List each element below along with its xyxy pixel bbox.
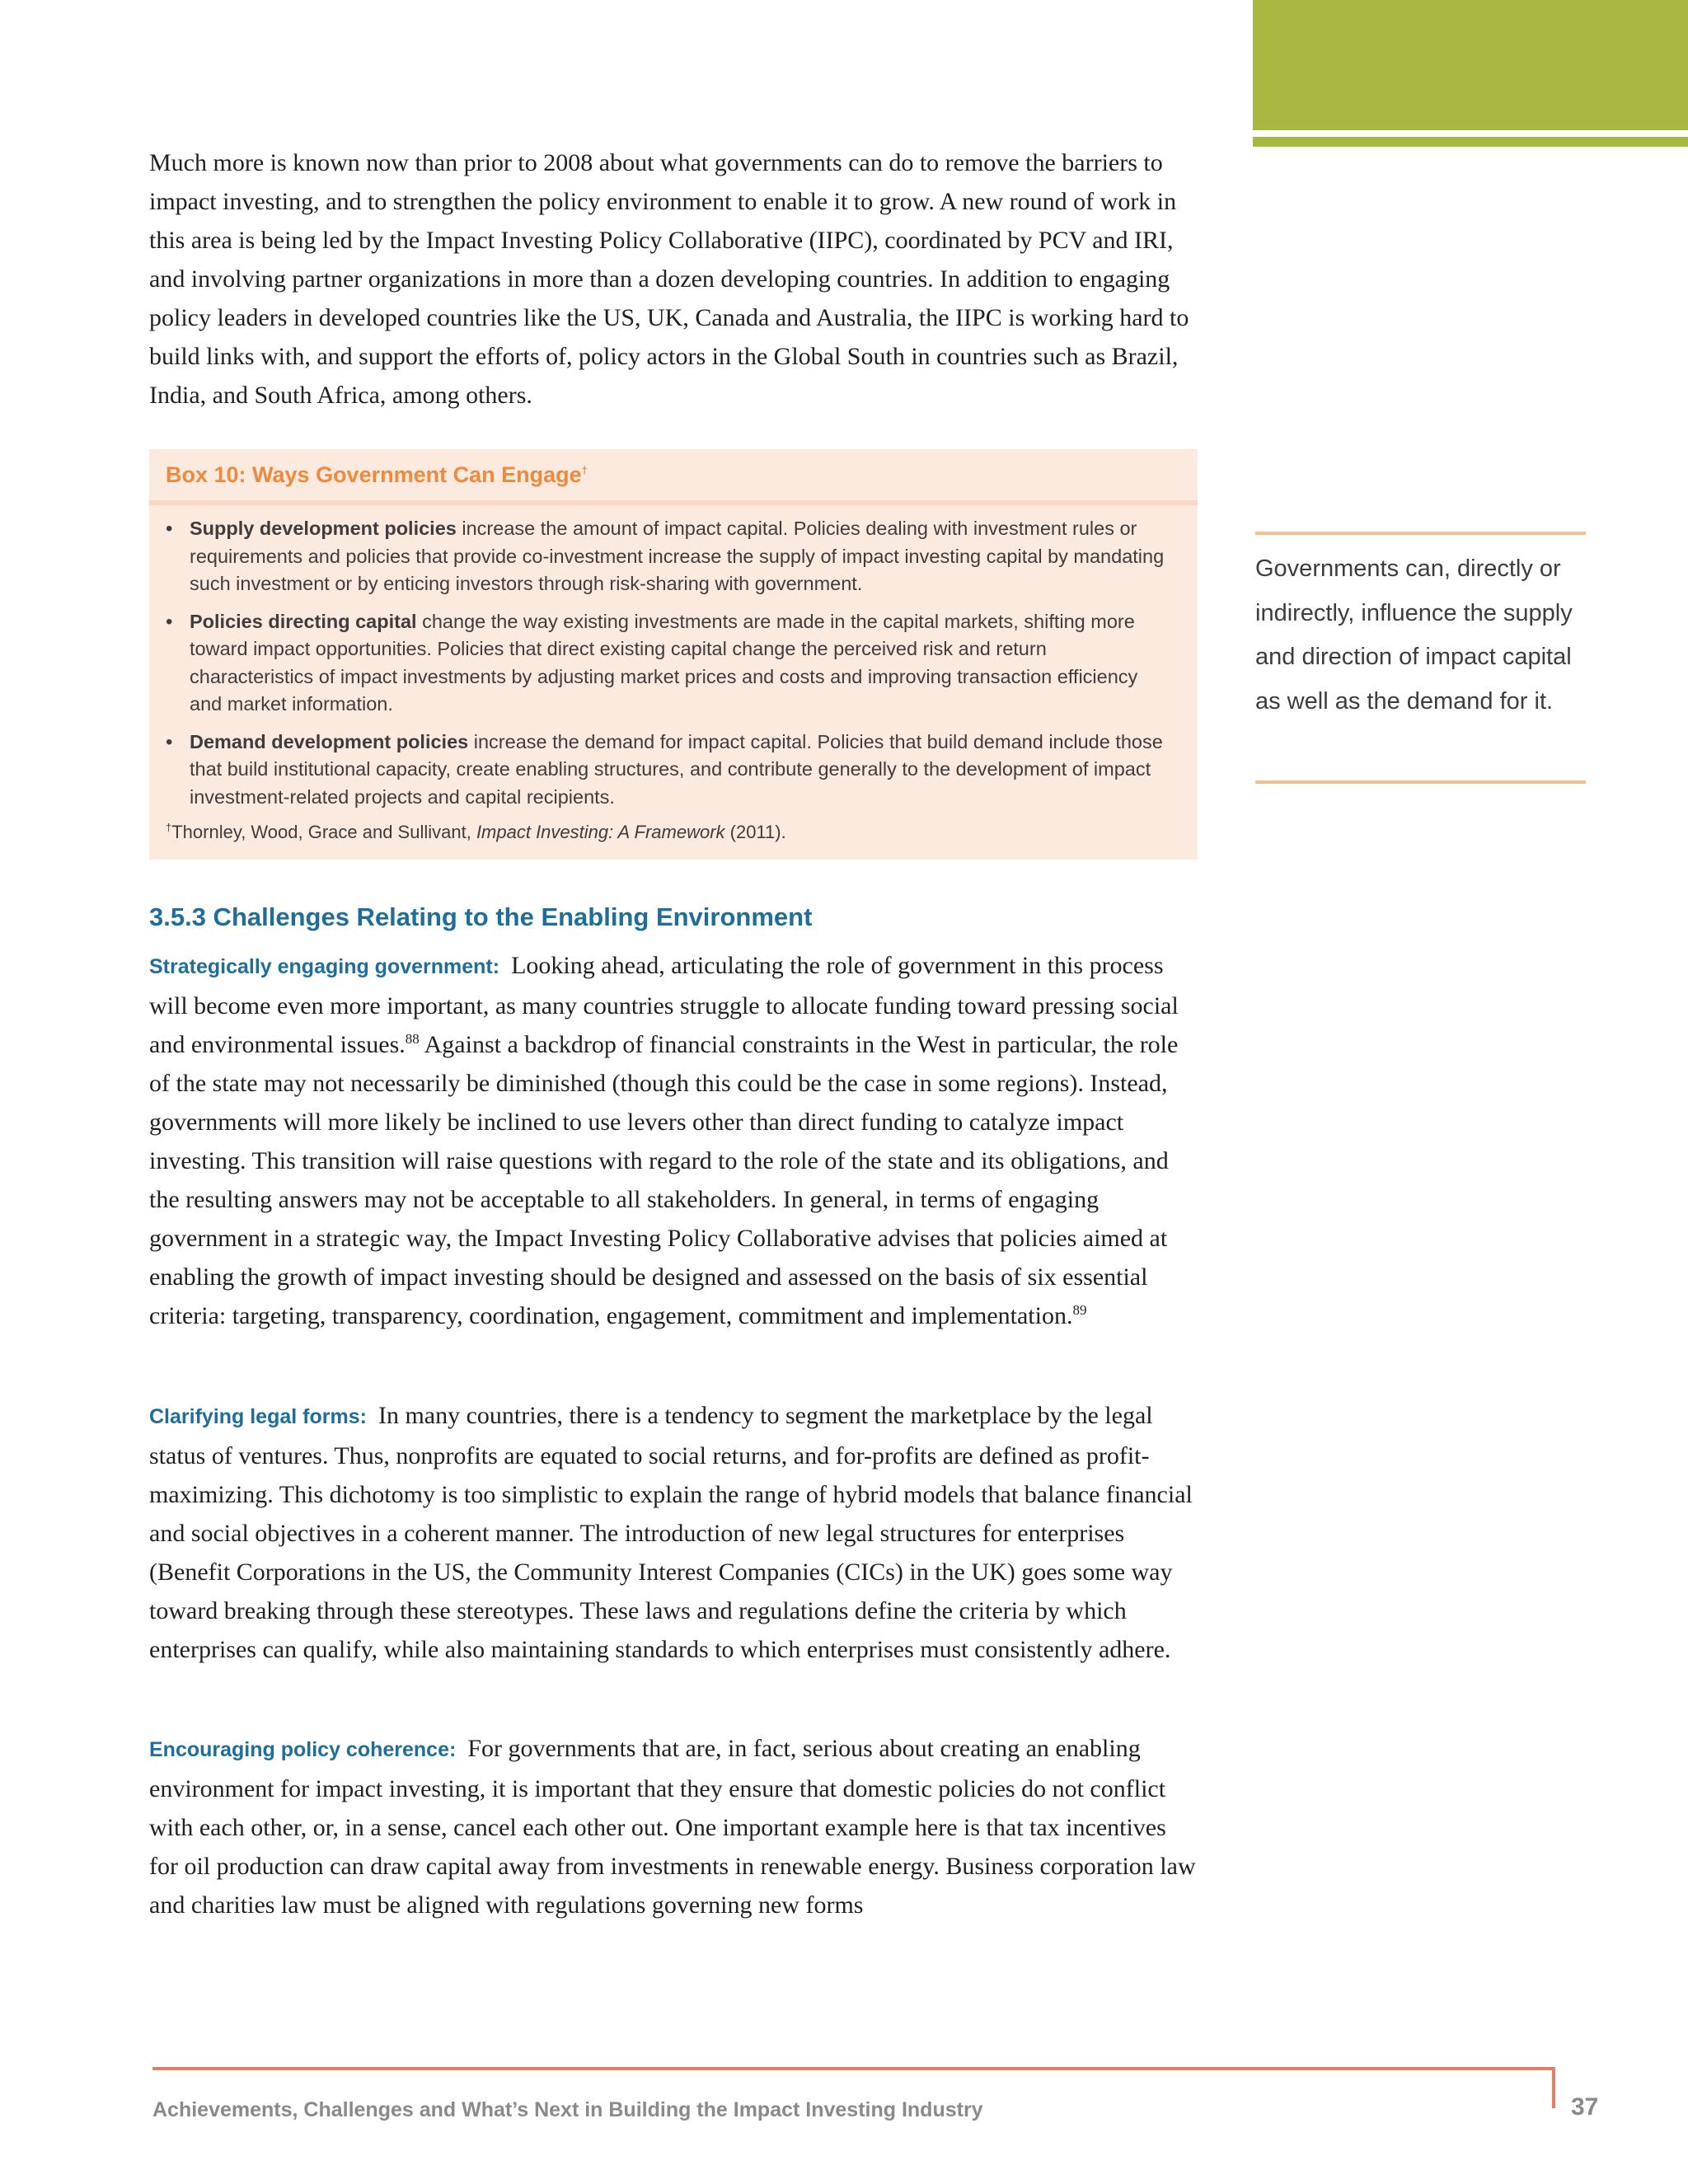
corner-color-block bbox=[1253, 0, 1688, 130]
pullquote-bottom-rule bbox=[1255, 780, 1586, 784]
bullet-icon: • bbox=[166, 610, 173, 633]
box-title-mark: † bbox=[581, 464, 588, 476]
list-item-text: increase the amount of impact capital. Policies dealing with investment rules or requirements and policies that provide co-investment increase the supply of impact investing capital by mandating such investment or by enticing investors through risk-sharing with government. bbox=[190, 518, 1165, 594]
footer-rule bbox=[152, 2067, 1555, 2070]
list-item bbox=[166, 515, 1171, 598]
footnote-ref: 88 bbox=[405, 1031, 420, 1047]
list-item-term: Policies directing capital bbox=[190, 610, 417, 632]
list-item-text: change the way existing investments are made in the capital markets, shifting more toward impact opportunities. Policies that direct existing capital change the perceived risk and return characteristics of impact investments by adjusting market prices and costs and improving transaction efficiency and market information. bbox=[190, 610, 1138, 715]
list-item bbox=[166, 608, 1171, 719]
list-item-text: increase the demand for impact capital. Policies that build demand include those that build institutional capacity, create enabling structures, and contribute generally to the development of impact investment-related projects and capital recipients. bbox=[190, 730, 1163, 808]
intro-text: Much more is known now than prior to 2008 about what governments can do to remove the barriers to impact investing, and to strengthen the policy environment to enable it to grow. A new round of work in this area is being led by the Impact Investing Policy Collaborative (IIPC), coordinated by PCV and IRI, and involving partner organizations in more than a dozen developing countries. In addition to engaging policy leaders in developed countries like the US, UK, Canada and Australia, the IIPC is working hard to build links with, and support the efforts of, policy actors in the Global South in countries such as Brazil, India, and South Africa, among others. bbox=[149, 149, 1189, 409]
bullet-icon: • bbox=[166, 730, 173, 753]
paragraph-lead: Encouraging policy coherence: bbox=[149, 1738, 457, 1761]
paragraph-encouraging-policy-coherence: Encouraging policy coherence: For governments that are, in fact, serious about creating an enabling environment for impact investing, it is important that they ensure that domestic policies do not conflict with each other, or, in a sense, cancel each other out. One important example here is that tax incentives for oil production can draw capital away from investments in renewable energy. Business corporation law and charities law must be aligned with regulations governing new forms bbox=[149, 1735, 1196, 1919]
list-item-term: Supply development policies bbox=[190, 518, 457, 539]
intro-paragraph bbox=[149, 143, 1196, 415]
page-number: 37 bbox=[1571, 2093, 1599, 2121]
pullquote: Governments can, directly or indirectly, influence the supply and direction of impact capital as well as the demand for it. bbox=[1255, 555, 1573, 715]
section-heading: 3.5.3 Challenges Relating to the Enabling Environment bbox=[149, 902, 813, 931]
footnote-ref: 89 bbox=[1072, 1302, 1087, 1318]
paragraph-clarifying-legal-forms: Clarifying legal forms: In many countries, there is a tendency to segment the marketplace by the legal status of ventures. Thus, nonprofits are equated to social returns, and for-profits are defined as profit-maximizing. This dichotomy is too simplistic to explain the range of hybrid models that balance financial and social objectives in a coherent manner. The introduction of new legal structures for enterprises (Benefit Corporations in the US, the Community Interest Companies (CICs) in the UK) goes some way toward breaking through these stereotypes. These laws and regulations define the criteria by which enterprises can qualify, while also maintaining standards to which enterprises must consistently adhere. bbox=[149, 1402, 1193, 1663]
footer-rule-tick bbox=[1552, 2067, 1555, 2108]
box-footnote: †Thornley, Wood, Grace and Sullivant, Impact Investing: A Framework (2011). bbox=[166, 821, 786, 842]
list-item-term: Demand development policies bbox=[190, 730, 469, 752]
box-title: Box 10: Ways Government Can Engage† bbox=[166, 462, 588, 487]
box-divider bbox=[149, 500, 1198, 505]
paragraph-lead: Clarifying legal forms: bbox=[149, 1405, 367, 1428]
box-list bbox=[166, 515, 1171, 821]
paragraph-lead: Strategically engaging government: bbox=[149, 955, 500, 978]
footnote-mark: † bbox=[166, 821, 172, 834]
footer-title: Achievements, Challenges and What’s Next in Building the Impact Investing Industry bbox=[152, 2098, 983, 2121]
corner-color-stripe bbox=[1253, 137, 1688, 147]
pullquote-top-rule bbox=[1255, 532, 1586, 535]
footnote-title: Impact Investing: A Framework bbox=[476, 822, 725, 842]
list-item bbox=[166, 729, 1171, 812]
box-ways-government-can-engage bbox=[149, 449, 1198, 860]
bullet-icon: • bbox=[166, 518, 173, 540]
paragraph-strategically-engaging-government: Strategically engaging government: Looking ahead, articulating the role of government in this process will become even more important, as many countries struggle to allocate funding toward pressing social and environmental issues.$^{88}$ Against a backdrop of financial constraints in the West in particular, the role of the state may not necessarily be diminished (though this could be the case in some regions). Instead, governments will more likely be inclined to use levers other than direct funding to catalyze impact investing. This transition will raise questions with regard to the role of the state and its obligations, and the resulting answers may not be acceptable to all stakeholders. In general, in terms of engaging government in a strategic way, the Impact Investing Policy Collaborative advises that policies aimed at enabling the growth of impact investing should be designed and assessed on the basis of six essential criteria: targeting, transparency, coordination, engagement, commitment and implementation.$^{89}$ bbox=[149, 952, 1179, 1329]
